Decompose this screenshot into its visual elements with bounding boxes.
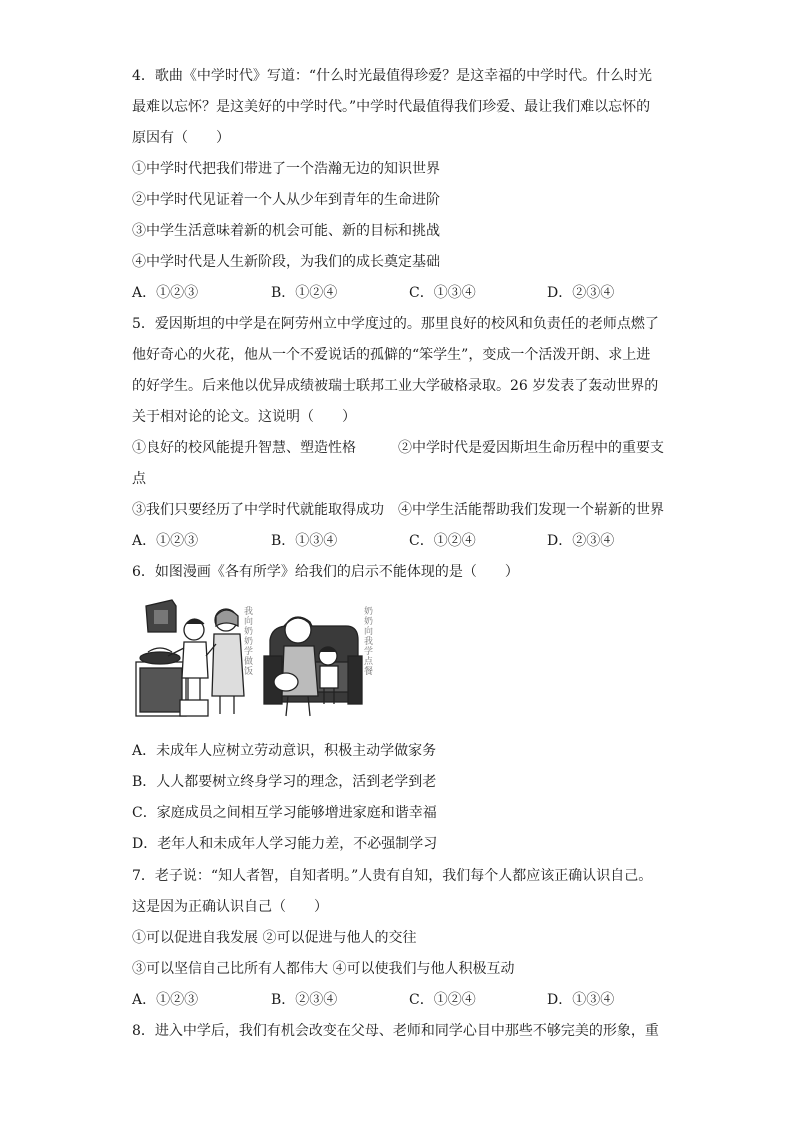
q4-option-b[interactable]: B．①②④	[271, 285, 338, 301]
q4-option-d[interactable]: D．②③④	[547, 285, 615, 301]
q5-option-b[interactable]: B．①③④	[271, 533, 338, 549]
cartoon-left-panel	[136, 600, 244, 716]
q4-item-1: ①中学时代把我们带进了一个浩瀚无边的知识世界	[132, 161, 440, 177]
q6-option-c[interactable]: C．家庭成员之间相互学习能够增进家庭和谐幸福	[132, 805, 437, 821]
q7-option-a[interactable]: A．①②③	[132, 992, 199, 1008]
q6-stem: 6．如图漫画《各有所学》给我们的启示不能体现的是（ ）	[132, 564, 519, 580]
q4-option-c[interactable]: C．①③④	[409, 285, 476, 301]
q4-item-4: ④中学时代是人生新阶段，为我们的成长奠定基础	[132, 254, 440, 270]
q7-item-line-1: ①可以促进自我发展 ②可以促进与他人的交往	[132, 930, 417, 946]
q5-stem-line-4: 关于相对论的论文。这说明（ ）	[132, 409, 356, 425]
q5-stem-line-3: 的好学生。后来他以优异成绩被瑞士联邦工业大学破格录取。26 岁发表了轰动世界的	[132, 378, 659, 394]
cartoon-right-caption	[364, 605, 374, 677]
q5-stem-line-2: 他好奇心的火花，他从一个不爱说话的孤僻的“笨学生”，变成一个活泼开朗、求上进	[132, 347, 651, 363]
q6-option-d[interactable]: D．老年人和未成年人学习能力差，不必强制学习	[132, 836, 438, 852]
q7-item-line-2: ③可以坚信自己比所有人都伟大 ④可以使我们与他人积极互动	[132, 961, 515, 977]
cartoon-left-caption-text: 我向奶奶学做饭	[244, 607, 254, 677]
q4-stem-line-1: 4．歌曲《中学时代》写道：“什么时光最值得珍爱？是这幸福的中学时代。什么时光	[132, 68, 653, 84]
q4-item-2: ②中学时代见证着一个人从少年到青年的生命进阶	[132, 192, 440, 208]
q7-stem-line-2: 这是因为正确认识自己（ ）	[132, 899, 328, 915]
q5-option-d[interactable]: D．②③④	[547, 533, 615, 549]
q7-option-d[interactable]: D．①③④	[547, 992, 615, 1008]
q8-stem-line-1: 8．进入中学后，我们有机会改变在父母、老师和同学心目中那些不够完美的形象，重	[132, 1023, 659, 1039]
q7-option-c[interactable]: C．①②④	[409, 992, 476, 1008]
q7-options	[132, 990, 672, 1010]
q7-option-b[interactable]: B．②③④	[271, 992, 338, 1008]
cartoon-right-panel	[264, 617, 362, 716]
q4-option-a[interactable]: A．①②③	[132, 285, 199, 301]
cartoon-image	[132, 600, 372, 722]
q5-options	[132, 531, 672, 551]
q4-item-3: ③中学生活意味着新的机会可能、新的目标和挑战	[132, 223, 440, 239]
q7-stem-line-1: 7．老子说：“知人者智，自知者明。”人贵有自知，我们每个人都应该正确认识自己。	[132, 868, 653, 884]
q5-item-line-1: ①良好的校风能提升智慧、塑造性格 ②中学时代是爱因斯坦生命历程中的重要支	[132, 440, 664, 456]
q4-options	[132, 283, 672, 303]
q5-item-line-2: 点	[132, 471, 146, 487]
q6-option-b[interactable]: B．人人都要树立终身学习的理念，活到老学到老	[132, 774, 437, 790]
q5-option-a[interactable]: A．①②③	[132, 533, 199, 549]
q5-item-line-3: ③我们只要经历了中学时代就能取得成功 ④中学生活能帮助我们发现一个崭新的世界	[132, 502, 664, 518]
cartoon-right-caption-text: 奶奶向我学点餐	[364, 607, 374, 677]
cartoon-left-caption	[244, 605, 253, 677]
q4-stem-line-3: 原因有（ ）	[132, 130, 230, 146]
q4-stem-line-2: 最难以忘怀？是这美好的中学时代。”中学时代最值得我们珍爱、最让我们难以忘怀的	[132, 99, 651, 115]
q6-option-a[interactable]: A．未成年人应树立劳动意识，积极主动学做家务	[132, 743, 437, 759]
q5-stem-line-1: 5．爱因斯坦的中学是在阿劳州立中学度过的。那里良好的校风和负责任的老师点燃了	[132, 316, 659, 332]
q5-option-c[interactable]: C．①②④	[409, 533, 476, 549]
